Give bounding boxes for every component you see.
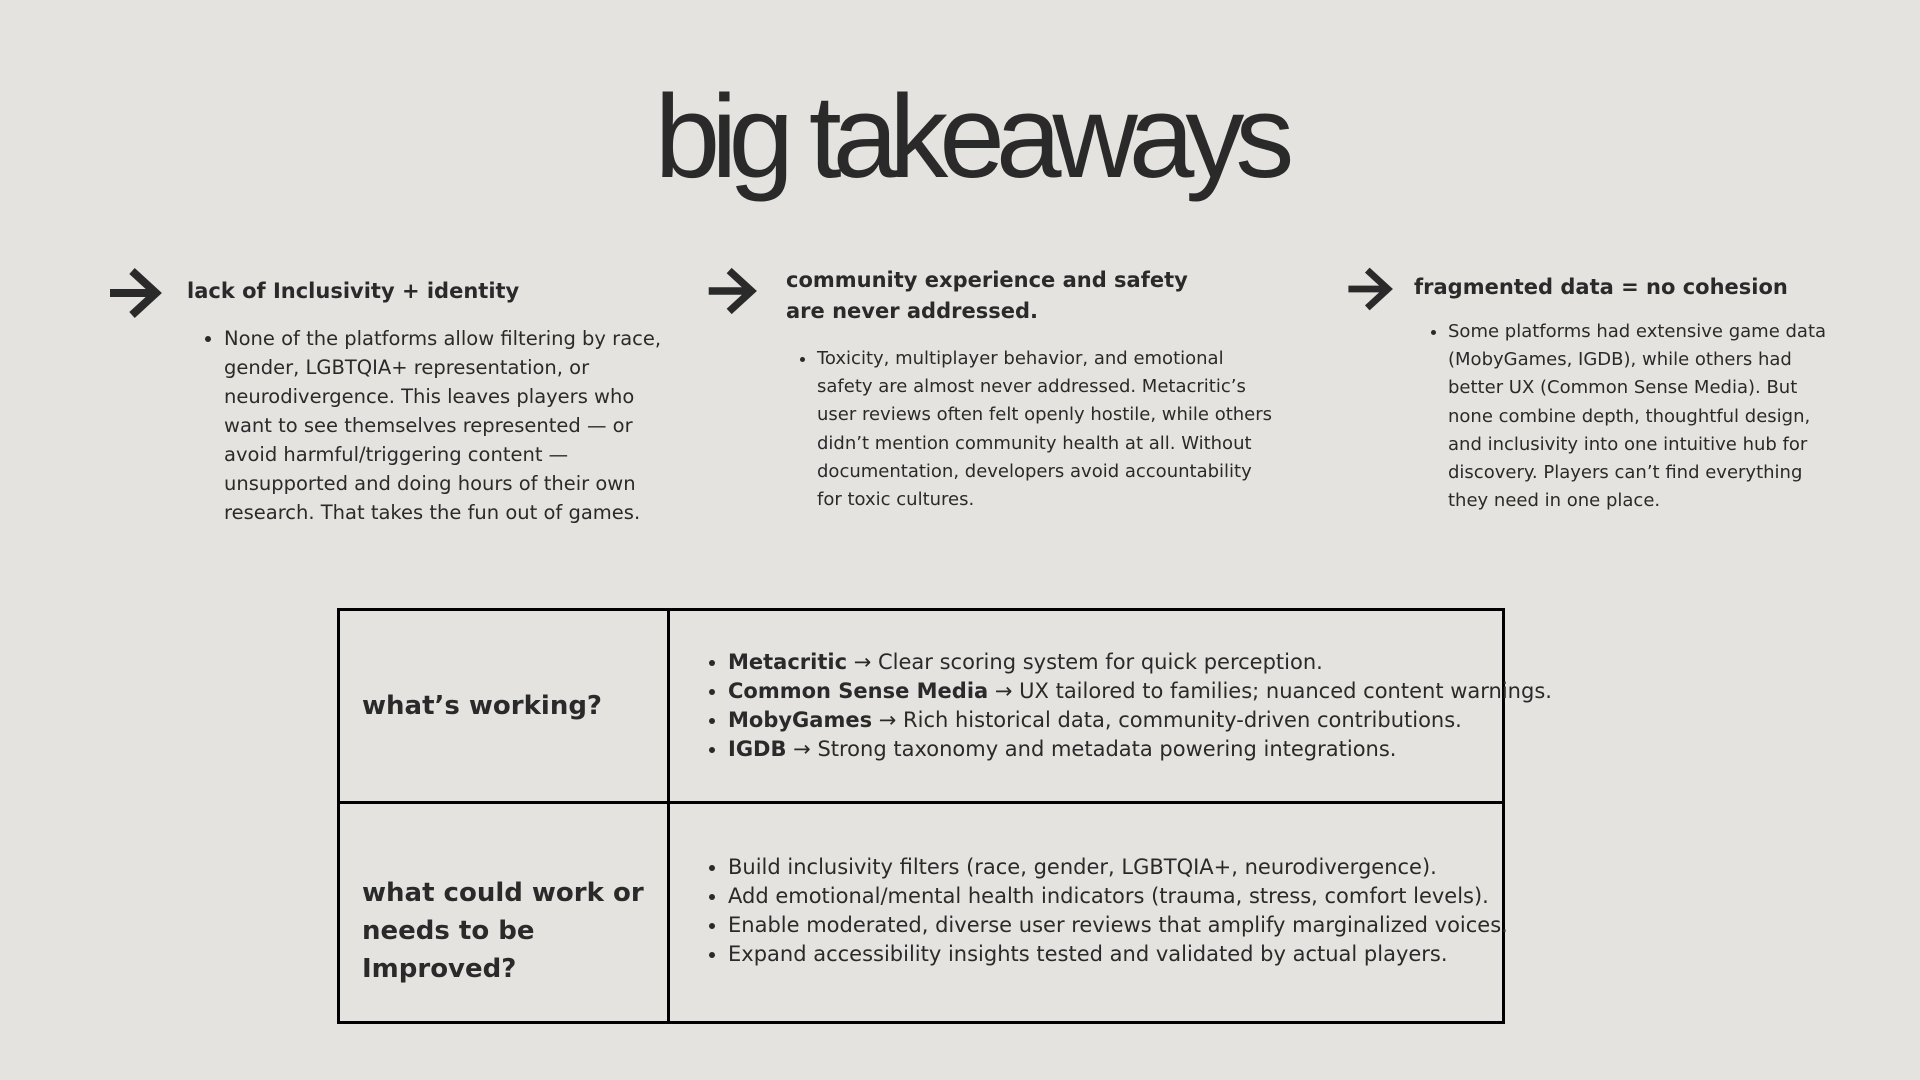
arrow-right-icon — [1345, 265, 1401, 321]
list-item — [728, 706, 1552, 735]
table-row-label-cell — [340, 804, 670, 1021]
item-text: → Clear scoring system for quick perception. — [847, 650, 1323, 674]
list-item — [728, 677, 1552, 706]
working-list — [702, 648, 1552, 764]
platform-name: Metacritic — [728, 650, 848, 674]
takeaway-heading: fragmented data = no cohesion — [1414, 275, 1788, 299]
list-item: • None of the platforms allow filtering by race, gender, LGBTQIA+ representation, or neurodivergence. This leaves players who want to see themselves represented — or avoid harmful/triggering content — unsupported and doing hours of their own research. That takes the fun out of games. — [224, 324, 676, 527]
list-item: • Some platforms had extensive game data (MobyGames, IGDB), while others had better UX (Common Sense Media). But none combine depth, thoughtful design, and inclusivity into one intuitive hub for discovery. Players can’t find everything they need in one place. — [1448, 318, 1836, 515]
platform-name: MobyGames — [728, 708, 873, 732]
platform-name: Common Sense Media — [728, 679, 989, 703]
list-item: • Toxicity, multiplayer behavior, and emotional safety are almost never addressed. Metacritic’s user reviews often felt openly hostile, while others didn’t mention community health at all. Without documentation, developers avoid accountability for toxic cultures. — [817, 345, 1275, 514]
table-row-content-cell — [670, 611, 1552, 804]
item-text: → Rich historical data, community-driven contributions. — [872, 708, 1462, 732]
list-item — [728, 648, 1552, 677]
list-item — [728, 735, 1552, 764]
arrow-right-icon — [705, 265, 761, 321]
comparison-table — [337, 608, 1552, 1024]
improvements-list — [702, 853, 1508, 969]
list-item: • Add emotional/mental health indicators (trauma, stress, comfort levels). — [728, 882, 1508, 911]
takeaway-heading: lack of Inclusivity + identity — [187, 279, 520, 303]
row-heading: what could work or needs to be Improved? — [362, 878, 644, 984]
item-text: → Strong taxonomy and metadata powering integrations. — [786, 737, 1397, 761]
takeaway-bullets — [795, 345, 1275, 514]
takeaway-bullets — [1426, 318, 1836, 515]
list-item: • Expand accessibility insights tested and validated by actual players. — [728, 940, 1508, 969]
item-text: → UX tailored to families; nuanced content warnings. — [988, 679, 1552, 703]
list-item: • Build inclusivity filters (race, gender, LGBTQIA+, neurodivergence). — [728, 853, 1508, 882]
takeaway-heading: community experience and safety are never addressed. — [786, 268, 1188, 323]
table-row-label-cell — [340, 611, 670, 804]
row-heading: what’s working? — [362, 691, 603, 721]
platform-name: IGDB — [728, 737, 787, 761]
page-title: big takeaways — [654, 71, 1286, 203]
table-row-content-cell — [670, 804, 1508, 1021]
takeaway-bullets — [202, 324, 676, 527]
arrow-right-icon — [106, 265, 162, 321]
list-item: • Enable moderated, diverse user reviews that amplify marginalized voices. — [728, 911, 1508, 940]
